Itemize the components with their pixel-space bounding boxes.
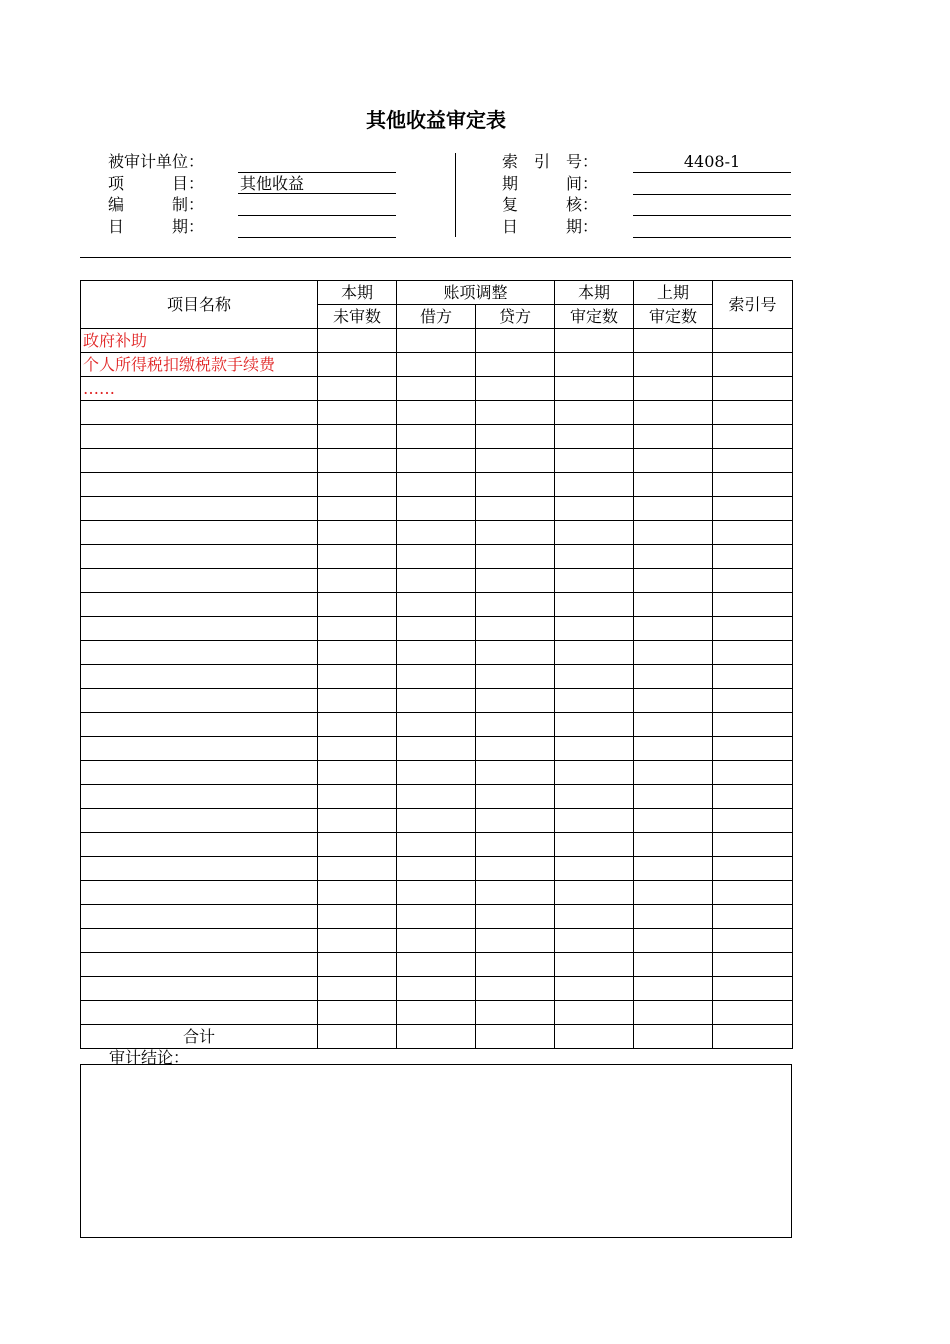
row-cell[interactable] (318, 881, 397, 905)
row-cell[interactable] (713, 881, 793, 905)
total-cell[interactable] (397, 1025, 476, 1049)
row-cell[interactable] (397, 353, 476, 377)
row-cell[interactable] (397, 953, 476, 977)
table-row (81, 569, 793, 593)
row-cell[interactable] (476, 569, 555, 593)
row-cell[interactable] (555, 473, 634, 497)
row-cell[interactable] (476, 377, 555, 401)
row-cell[interactable] (318, 641, 397, 665)
row-cell[interactable] (713, 977, 793, 1001)
row-cell[interactable] (713, 617, 793, 641)
prepared-date-label: 日 期： (108, 217, 205, 236)
header-rule (80, 257, 791, 258)
row-cell[interactable] (555, 665, 634, 689)
row-cell[interactable] (634, 833, 713, 857)
row-item-name[interactable] (81, 473, 318, 497)
row-cell[interactable] (555, 881, 634, 905)
row-cell[interactable] (318, 473, 397, 497)
row-cell[interactable] (713, 689, 793, 713)
row-cell[interactable] (397, 329, 476, 353)
row-cell[interactable] (634, 617, 713, 641)
row-cell[interactable] (318, 449, 397, 473)
table-row (81, 617, 793, 641)
row-cell[interactable] (634, 737, 713, 761)
row-cell[interactable] (476, 713, 555, 737)
row-cell[interactable] (713, 641, 793, 665)
row-cell[interactable] (318, 593, 397, 617)
total-label: 合计 (81, 1025, 318, 1049)
row-cell[interactable] (555, 929, 634, 953)
table-row (81, 449, 793, 473)
table-row (81, 929, 793, 953)
item-label: 项 目： (108, 174, 205, 193)
table-row (81, 593, 793, 617)
row-cell[interactable] (318, 761, 397, 785)
row-cell[interactable] (555, 713, 634, 737)
row-cell[interactable] (555, 977, 634, 1001)
row-cell[interactable] (397, 521, 476, 545)
row-item-name[interactable] (81, 953, 318, 977)
audit-table (80, 280, 793, 1049)
row-cell[interactable] (634, 761, 713, 785)
table-row (81, 329, 793, 353)
table-row (81, 353, 793, 377)
row-cell[interactable] (318, 689, 397, 713)
row-cell[interactable] (318, 425, 397, 449)
row-cell[interactable] (397, 665, 476, 689)
audited-unit-field[interactable] (238, 152, 396, 173)
review-date-field[interactable] (633, 217, 791, 238)
prepared-by-field[interactable] (238, 195, 396, 216)
row-item-name[interactable]: …… (81, 377, 318, 401)
row-cell[interactable] (555, 329, 634, 353)
row-cell[interactable] (634, 905, 713, 929)
header-audited-line2: 审定数 (555, 305, 634, 329)
row-item-name[interactable] (81, 761, 318, 785)
row-cell[interactable] (318, 809, 397, 833)
row-cell[interactable] (713, 809, 793, 833)
row-cell[interactable] (397, 977, 476, 1001)
table-body (81, 329, 793, 1025)
row-item-name[interactable] (81, 929, 318, 953)
row-cell[interactable] (634, 473, 713, 497)
row-cell[interactable] (318, 401, 397, 425)
row-cell[interactable] (318, 857, 397, 881)
row-item-name[interactable] (81, 905, 318, 929)
table-row (81, 377, 793, 401)
index-number-label: 索 引 号： (502, 152, 599, 171)
row-cell[interactable] (397, 641, 476, 665)
row-cell[interactable] (555, 593, 634, 617)
row-item-name[interactable] (81, 881, 318, 905)
row-cell[interactable] (397, 377, 476, 401)
row-cell[interactable] (634, 425, 713, 449)
table-row (81, 401, 793, 425)
prepared-date-field[interactable] (238, 217, 396, 238)
row-cell[interactable] (634, 521, 713, 545)
row-item-name[interactable] (81, 737, 318, 761)
row-cell[interactable] (397, 737, 476, 761)
row-cell[interactable] (634, 689, 713, 713)
row-cell[interactable] (555, 833, 634, 857)
row-cell[interactable] (634, 953, 713, 977)
row-cell[interactable] (397, 449, 476, 473)
row-cell[interactable] (318, 377, 397, 401)
row-cell[interactable] (634, 569, 713, 593)
table-row (81, 977, 793, 1001)
row-cell[interactable] (555, 521, 634, 545)
row-item-name[interactable] (81, 857, 318, 881)
row-cell[interactable] (476, 809, 555, 833)
row-cell[interactable] (713, 785, 793, 809)
row-cell[interactable] (713, 569, 793, 593)
row-cell[interactable] (397, 809, 476, 833)
row-item-name[interactable] (81, 545, 318, 569)
header-prior-line2: 审定数 (634, 305, 713, 329)
row-cell[interactable] (476, 785, 555, 809)
row-item-name[interactable] (81, 641, 318, 665)
row-cell[interactable] (397, 1001, 476, 1025)
row-cell[interactable] (397, 833, 476, 857)
row-cell[interactable] (713, 329, 793, 353)
row-item-name[interactable] (81, 713, 318, 737)
row-cell[interactable] (634, 329, 713, 353)
row-cell[interactable] (634, 1001, 713, 1025)
row-cell[interactable] (555, 953, 634, 977)
row-cell[interactable] (397, 761, 476, 785)
row-cell[interactable] (713, 377, 793, 401)
row-cell[interactable] (555, 785, 634, 809)
header-index: 索引号 (713, 281, 793, 329)
row-cell[interactable] (555, 617, 634, 641)
row-cell[interactable] (634, 593, 713, 617)
row-cell[interactable] (397, 425, 476, 449)
table-row (81, 665, 793, 689)
row-cell[interactable] (476, 737, 555, 761)
row-cell[interactable] (397, 617, 476, 641)
row-cell[interactable] (713, 545, 793, 569)
total-cell[interactable] (555, 1025, 634, 1049)
row-cell[interactable] (397, 545, 476, 569)
row-cell[interactable] (318, 1001, 397, 1025)
row-cell[interactable] (476, 977, 555, 1001)
row-cell[interactable] (555, 353, 634, 377)
row-cell[interactable] (555, 401, 634, 425)
row-cell[interactable] (555, 689, 634, 713)
row-cell[interactable] (476, 833, 555, 857)
table-row (81, 641, 793, 665)
row-cell[interactable] (397, 593, 476, 617)
table-row (81, 713, 793, 737)
row-cell[interactable] (713, 761, 793, 785)
row-cell[interactable] (634, 641, 713, 665)
row-cell[interactable] (555, 449, 634, 473)
period-label: 期 间： (502, 174, 599, 193)
row-cell[interactable] (476, 953, 555, 977)
row-cell[interactable] (397, 857, 476, 881)
row-item-name[interactable] (81, 977, 318, 1001)
row-cell[interactable] (476, 665, 555, 689)
row-cell[interactable] (318, 833, 397, 857)
header-prior-line1: 上期 (634, 281, 713, 305)
row-cell[interactable] (318, 617, 397, 641)
table-row (81, 953, 793, 977)
row-cell[interactable] (397, 713, 476, 737)
index-number-field[interactable]: 4408-1 (633, 152, 791, 173)
row-cell[interactable] (318, 905, 397, 929)
row-cell[interactable] (713, 449, 793, 473)
row-cell[interactable] (713, 401, 793, 425)
row-cell[interactable] (555, 497, 634, 521)
row-cell[interactable] (555, 761, 634, 785)
row-item-name[interactable] (81, 569, 318, 593)
table-row (81, 833, 793, 857)
row-item-name[interactable] (81, 425, 318, 449)
row-item-name[interactable] (81, 809, 318, 833)
row-cell[interactable] (318, 665, 397, 689)
total-cell[interactable] (634, 1025, 713, 1049)
prepared-by-label: 编 制： (108, 195, 205, 214)
header-audited-line1: 本期 (555, 281, 634, 305)
row-cell[interactable] (555, 425, 634, 449)
row-cell[interactable] (634, 545, 713, 569)
row-cell[interactable] (476, 473, 555, 497)
row-item-name[interactable]: 个人所得税扣缴税款手续费 (81, 353, 318, 377)
row-cell[interactable] (476, 1001, 555, 1025)
row-cell[interactable] (476, 425, 555, 449)
row-cell[interactable] (476, 401, 555, 425)
row-item-name[interactable] (81, 785, 318, 809)
row-cell[interactable] (713, 665, 793, 689)
row-cell[interactable] (713, 857, 793, 881)
row-cell[interactable] (397, 569, 476, 593)
row-cell[interactable] (397, 689, 476, 713)
table-row (81, 809, 793, 833)
row-cell[interactable] (713, 353, 793, 377)
row-cell[interactable] (555, 641, 634, 665)
item-field[interactable]: 其他收益 (238, 174, 396, 194)
row-cell[interactable] (476, 593, 555, 617)
row-cell[interactable] (713, 953, 793, 977)
row-cell[interactable] (713, 473, 793, 497)
row-cell[interactable] (397, 497, 476, 521)
row-cell[interactable] (634, 377, 713, 401)
row-cell[interactable] (318, 953, 397, 977)
row-cell[interactable] (634, 401, 713, 425)
row-item-name[interactable]: 政府补助 (81, 329, 318, 353)
row-cell[interactable] (634, 665, 713, 689)
row-cell[interactable] (713, 833, 793, 857)
row-cell[interactable] (318, 737, 397, 761)
conclusion-label: 审计结论： (109, 1048, 190, 1067)
row-cell[interactable] (713, 521, 793, 545)
row-cell[interactable] (318, 521, 397, 545)
row-cell[interactable] (634, 449, 713, 473)
row-cell[interactable] (634, 977, 713, 1001)
row-item-name[interactable] (81, 1001, 318, 1025)
table-row (81, 689, 793, 713)
row-cell[interactable] (397, 905, 476, 929)
row-cell[interactable] (476, 857, 555, 881)
row-cell[interactable] (634, 497, 713, 521)
table-row (81, 881, 793, 905)
reviewed-by-label: 复 核： (502, 195, 599, 214)
row-cell[interactable] (476, 353, 555, 377)
header-item-name: 项目名称 (81, 281, 318, 329)
row-item-name[interactable] (81, 593, 318, 617)
row-item-name[interactable] (81, 617, 318, 641)
row-cell[interactable] (634, 881, 713, 905)
page-title: 其他收益审定表 (366, 108, 506, 132)
table-row (81, 521, 793, 545)
table-row (81, 1001, 793, 1025)
row-cell[interactable] (555, 809, 634, 833)
row-cell[interactable] (555, 1001, 634, 1025)
row-cell[interactable] (318, 929, 397, 953)
row-cell[interactable] (713, 905, 793, 929)
row-cell[interactable] (476, 449, 555, 473)
total-cell[interactable] (476, 1025, 555, 1049)
row-cell[interactable] (476, 545, 555, 569)
header-adjustments: 账项调整 (397, 281, 555, 305)
row-cell[interactable] (634, 713, 713, 737)
row-item-name[interactable] (81, 689, 318, 713)
row-cell[interactable] (713, 737, 793, 761)
total-cell[interactable] (318, 1025, 397, 1049)
row-cell[interactable] (713, 1001, 793, 1025)
row-cell[interactable] (713, 497, 793, 521)
table-row (81, 905, 793, 929)
row-cell[interactable] (318, 497, 397, 521)
header-unaudited-line2: 未审数 (318, 305, 397, 329)
row-cell[interactable] (555, 377, 634, 401)
row-cell[interactable] (713, 425, 793, 449)
row-item-name[interactable] (81, 833, 318, 857)
row-cell[interactable] (318, 545, 397, 569)
table-row (81, 497, 793, 521)
row-cell[interactable] (318, 713, 397, 737)
row-cell[interactable] (318, 569, 397, 593)
row-cell[interactable] (634, 857, 713, 881)
row-cell[interactable] (555, 737, 634, 761)
row-item-name[interactable] (81, 401, 318, 425)
audited-unit-label: 被审计单位： (108, 152, 205, 171)
row-cell[interactable] (713, 593, 793, 617)
row-cell[interactable] (397, 785, 476, 809)
period-field[interactable] (633, 174, 791, 195)
row-cell[interactable] (318, 785, 397, 809)
row-cell[interactable] (476, 329, 555, 353)
table-row (81, 473, 793, 497)
table-header (81, 281, 793, 329)
row-cell[interactable] (555, 905, 634, 929)
row-cell[interactable] (476, 881, 555, 905)
row-cell[interactable] (318, 353, 397, 377)
header-unaudited-line1: 本期 (318, 281, 397, 305)
reviewed-by-field[interactable] (633, 195, 791, 216)
row-cell[interactable] (476, 905, 555, 929)
total-cell[interactable] (713, 1025, 793, 1049)
row-cell[interactable] (397, 929, 476, 953)
row-cell[interactable] (634, 929, 713, 953)
row-cell[interactable] (476, 617, 555, 641)
row-item-name[interactable] (81, 665, 318, 689)
row-cell[interactable] (634, 785, 713, 809)
review-date-label: 日 期： (502, 217, 599, 236)
table-row (81, 545, 793, 569)
row-cell[interactable] (397, 401, 476, 425)
row-item-name[interactable] (81, 521, 318, 545)
conclusion-box[interactable] (80, 1064, 792, 1238)
row-cell[interactable] (476, 929, 555, 953)
row-item-name[interactable] (81, 449, 318, 473)
table-row (81, 785, 793, 809)
row-cell[interactable] (555, 545, 634, 569)
row-cell[interactable] (318, 329, 397, 353)
table-row (81, 857, 793, 881)
row-item-name[interactable] (81, 497, 318, 521)
row-cell[interactable] (318, 977, 397, 1001)
row-cell[interactable] (476, 689, 555, 713)
row-cell[interactable] (555, 857, 634, 881)
table-row (81, 425, 793, 449)
row-cell[interactable] (634, 353, 713, 377)
table-row (81, 761, 793, 785)
row-cell[interactable] (634, 809, 713, 833)
row-cell[interactable] (476, 641, 555, 665)
table-row (81, 737, 793, 761)
row-cell[interactable] (476, 497, 555, 521)
row-cell[interactable] (713, 713, 793, 737)
row-cell[interactable] (713, 929, 793, 953)
header-divider (455, 153, 456, 237)
row-cell[interactable] (397, 473, 476, 497)
row-cell[interactable] (476, 761, 555, 785)
row-cell[interactable] (555, 569, 634, 593)
header-debit: 借方 (397, 305, 476, 329)
row-cell[interactable] (476, 521, 555, 545)
header-credit: 贷方 (476, 305, 555, 329)
row-cell[interactable] (397, 881, 476, 905)
